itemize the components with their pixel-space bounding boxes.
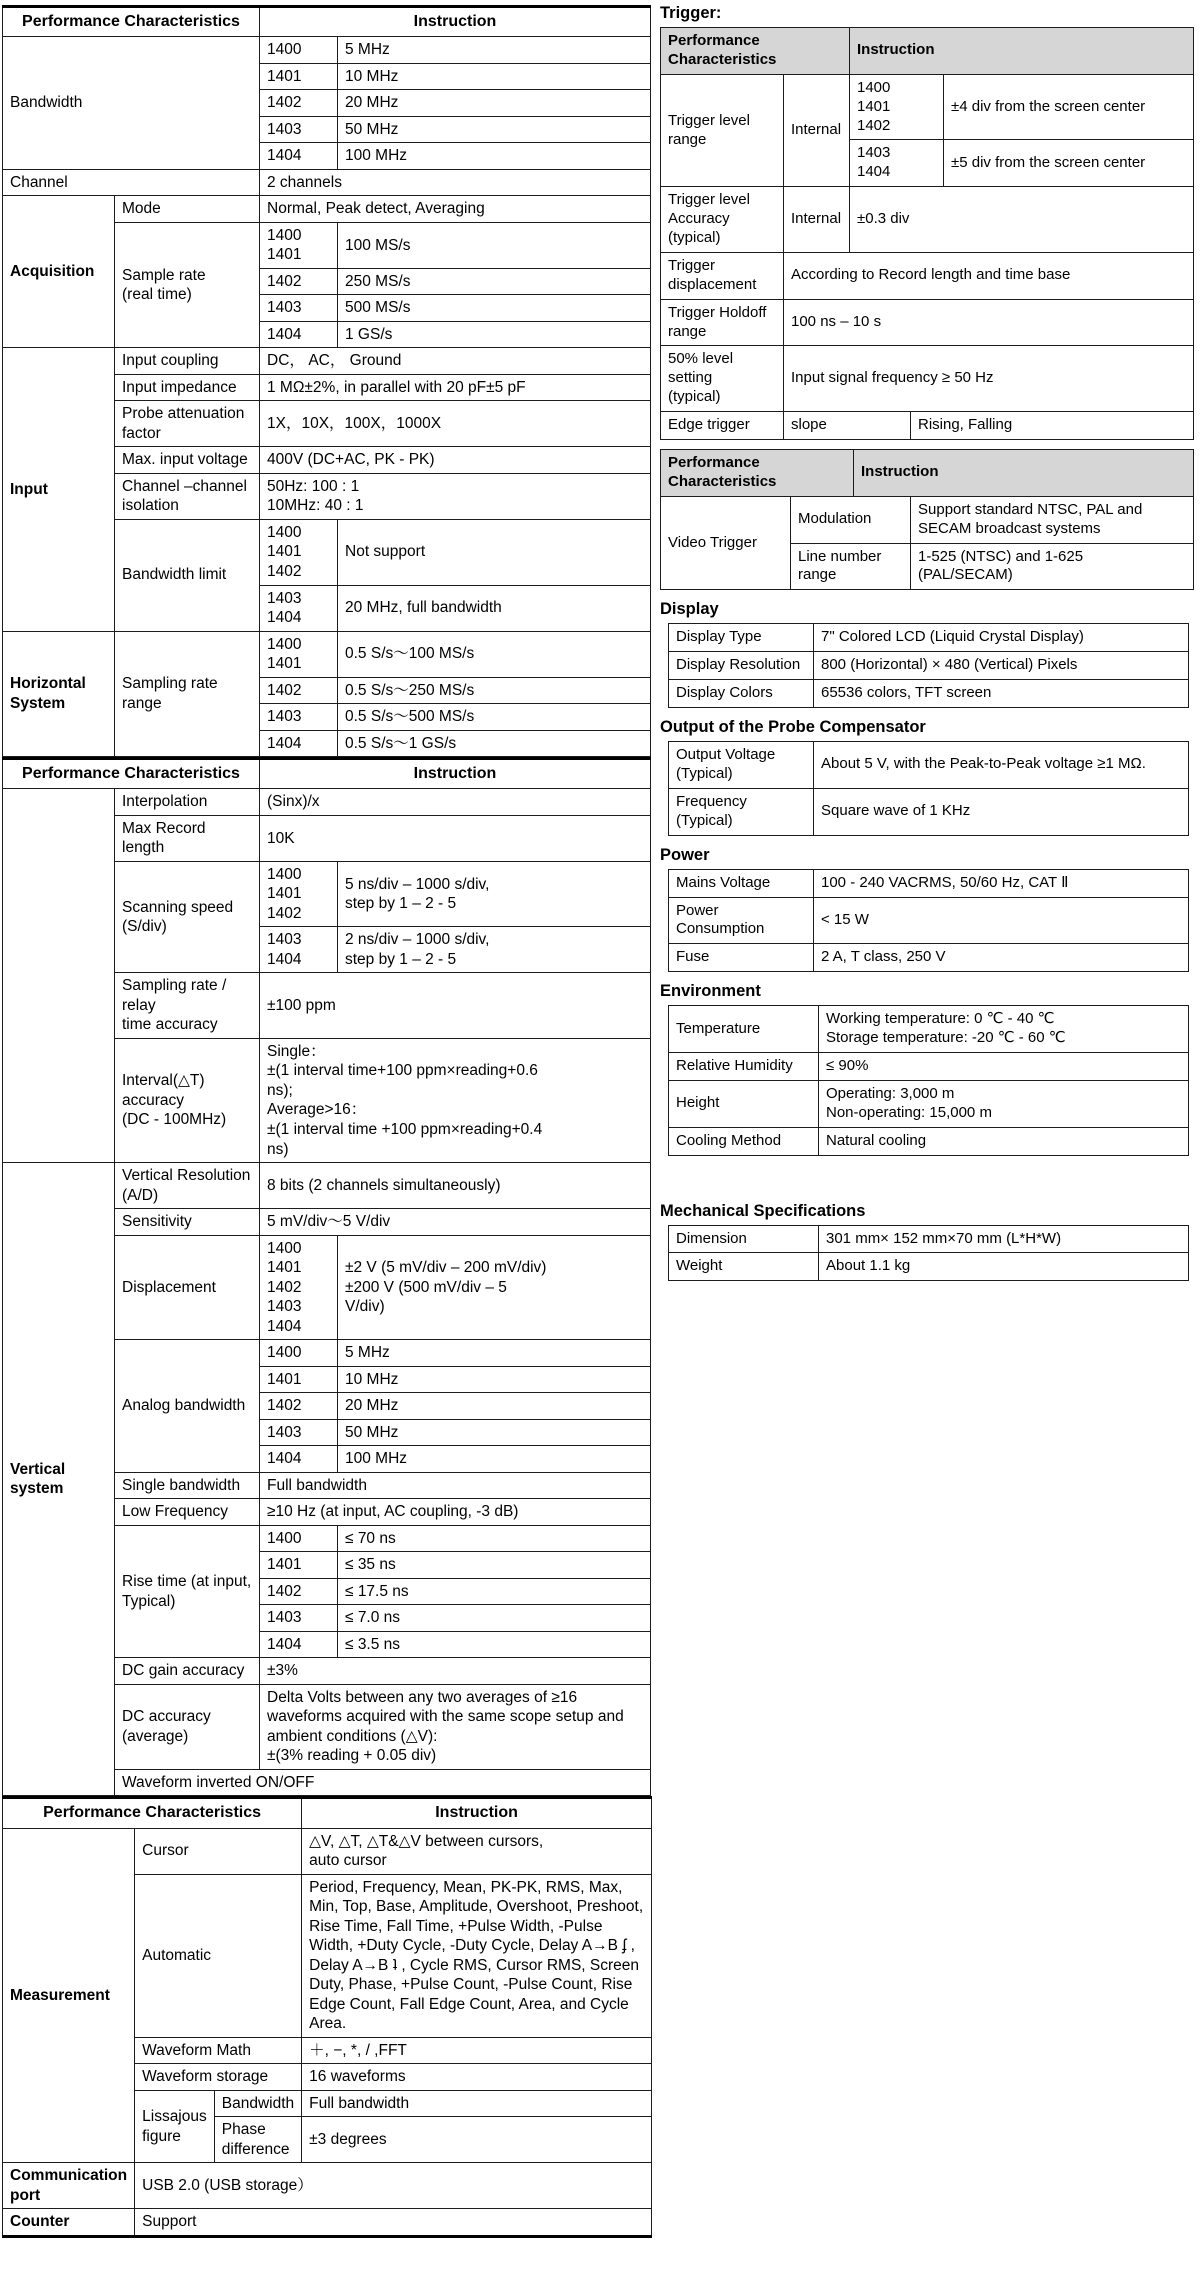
table-row xyxy=(661,346,1194,412)
table-cell: Support standard NTSC, PAL and SECAM broadcast systems xyxy=(911,496,1194,543)
table-cell: Vertical system xyxy=(3,1163,115,1796)
table-cell: 65536 colors, TFT screen xyxy=(814,680,1189,708)
power-table xyxy=(668,869,1189,973)
environment-table xyxy=(668,1005,1189,1155)
table-row xyxy=(3,631,651,677)
table-cell: Natural cooling xyxy=(819,1127,1189,1155)
table-cell: 2 channels xyxy=(260,169,651,196)
table-cell: 20 MHz xyxy=(338,1393,651,1420)
environment-heading: Environment xyxy=(660,982,761,1001)
table-cell: Performance Characteristics xyxy=(3,1798,302,1828)
table-cell: 1402 xyxy=(260,1393,338,1420)
table-row xyxy=(661,28,1194,75)
table-row xyxy=(661,412,1194,440)
table-cell: 1401 xyxy=(260,1552,338,1579)
table-cell: Horizontal System xyxy=(3,631,115,757)
table-cell: Max Record length xyxy=(115,815,260,861)
table-cell: Sampling rate range xyxy=(115,631,260,757)
table-cell: Performance Characteristics xyxy=(661,450,854,497)
table-cell: ±4 div from the screen center xyxy=(944,74,1194,140)
table-cell: Acquisition xyxy=(3,196,115,348)
table-cell: Counter xyxy=(3,2209,135,2237)
table-cell: Instruction xyxy=(854,450,1194,497)
right-column xyxy=(652,0,1200,2288)
power-heading: Power xyxy=(660,845,710,864)
table-cell: Input impedance xyxy=(115,374,260,401)
table-cell: Period, Frequency, Mean, PK-PK, RMS, Max, Min, Top, Base, Amplitude, Overshoot, Preshoot, Rise Time, Fall Time, +Pulse Width, -Pulse Width, +Duty Cycle, -Duty Cycle, Delay A→B ʄ , Delay A→B ʇ , Cycle RMS, Cursor RMS, Screen Duty, Phase, +Pulse Count, -Pulse Count, Rise Edge Count, Fall Edge Count, Area, and Cycle Area. xyxy=(302,1874,652,2037)
table-row xyxy=(661,187,1194,253)
table-cell: Instruction xyxy=(850,28,1194,75)
table-cell: Trigger displacement xyxy=(661,252,784,299)
table-row xyxy=(669,1253,1189,1281)
general-spec-table-wrap xyxy=(2,5,652,757)
trigger-table-wrap xyxy=(660,27,1200,440)
table-cell: Performance Characteristics xyxy=(3,759,260,789)
mechanical-table-wrap xyxy=(668,1225,1200,1282)
table-cell: DC accuracy (average) xyxy=(115,1684,260,1769)
table-cell: Fuse xyxy=(669,944,814,972)
table-cell: 1400 1401 xyxy=(260,631,338,677)
table-cell: Input coupling xyxy=(115,348,260,375)
table-cell: According to Record length and time base xyxy=(784,252,1194,299)
table-cell: ＋, −, *, / ,FFT xyxy=(302,2037,652,2064)
table-cell: Cursor xyxy=(135,1828,302,1874)
table-cell: 1400 1401 xyxy=(260,222,338,268)
table-cell: Full bandwidth xyxy=(260,1472,651,1499)
table-cell: ±100 ppm xyxy=(260,973,651,1039)
table-cell: Rise time (at input, Typical) xyxy=(115,1525,260,1658)
table-cell: 1400 1401 1402 xyxy=(850,74,944,140)
table-cell: ≤ 90% xyxy=(819,1052,1189,1080)
table-row xyxy=(3,1163,651,1209)
table-row xyxy=(669,624,1189,652)
table-cell: Normal, Peak detect, Averaging xyxy=(260,196,651,223)
table-cell: Trigger Holdoff range xyxy=(661,299,784,346)
table-cell: 1403 xyxy=(260,1605,338,1632)
table-cell: 1400 xyxy=(260,1525,338,1552)
table-cell: 2 A, T class, 250 V xyxy=(814,944,1189,972)
table-cell: Bandwidth limit xyxy=(115,519,260,631)
table-cell: Sensitivity xyxy=(115,1209,260,1236)
table-cell: ±3 degrees xyxy=(302,2117,652,2163)
table-cell: Cooling Method xyxy=(669,1127,819,1155)
table-row xyxy=(3,37,651,64)
table-cell: Waveform inverted ON/OFF xyxy=(115,1769,651,1796)
table-cell: Power Consumption xyxy=(669,897,814,944)
table-cell: 1401 xyxy=(260,63,338,90)
table-cell: 1403 xyxy=(260,116,338,143)
table-cell: Dimension xyxy=(669,1225,819,1253)
table-cell: 1 MΩ±2%, in parallel with 20 pF±5 pF xyxy=(260,374,651,401)
table-cell: ±2 V (5 mV/div – 200 mV/div) ±200 V (500 mV/div – 5 V/div) xyxy=(338,1235,651,1340)
mechanical-specs-heading: Mechanical Specifications xyxy=(660,1201,866,1220)
environment-table-wrap xyxy=(668,1005,1200,1155)
table-cell: 1400 1401 1402 xyxy=(260,861,338,927)
table-cell: Modulation xyxy=(791,496,911,543)
table-cell: Displacement xyxy=(115,1235,260,1340)
table-cell: Measurement xyxy=(3,1828,135,2163)
table-cell: Working temperature: 0 ℃ - 40 ℃ Storage temperature: -20 ℃ - 60 ℃ xyxy=(819,1006,1189,1053)
table-cell: Mode xyxy=(115,196,260,223)
power-table-wrap xyxy=(668,869,1200,973)
table-cell: 50 MHz xyxy=(338,1419,651,1446)
measurement-table-wrap xyxy=(2,1796,652,2237)
measurement-table xyxy=(2,1796,652,2237)
table-row xyxy=(3,196,651,223)
table-cell: Automatic xyxy=(135,1874,302,2037)
table-cell: 1404 xyxy=(260,143,338,170)
table-cell: Display Type xyxy=(669,624,814,652)
table-cell: Vertical Resolution (A/D) xyxy=(115,1163,260,1209)
table-cell: Max. input voltage xyxy=(115,447,260,474)
table-row xyxy=(3,348,651,375)
table-cell: 1403 xyxy=(260,704,338,731)
table-cell: 1403 1404 xyxy=(260,585,338,631)
table-cell: 0.5 S/s～250 MS/s xyxy=(338,677,651,704)
table-cell: Lissajous figure xyxy=(135,2090,215,2163)
table-cell: Relative Humidity xyxy=(669,1052,819,1080)
table-row xyxy=(3,2163,652,2209)
table-cell: 0.5 S/s～100 MS/s xyxy=(338,631,651,677)
table-cell: 5 MHz xyxy=(338,37,651,64)
table-row xyxy=(3,2209,652,2237)
table-cell: ≤ 3.5 ns xyxy=(338,1631,651,1658)
table-cell: Communication port xyxy=(3,2163,135,2209)
table-row xyxy=(661,299,1194,346)
table-row xyxy=(3,759,651,789)
table-cell: Sample rate (real time) xyxy=(115,222,260,348)
table-cell: Interval(△T) accuracy (DC - 100MHz) xyxy=(115,1038,260,1162)
mechanical-specs-table xyxy=(668,1225,1189,1282)
table-cell: Line number range xyxy=(791,543,911,590)
probe-compensator-table xyxy=(668,741,1189,836)
table-cell: 0.5 S/s～1 GS/s xyxy=(338,730,651,757)
table-cell: △V, △T, △T&△V between cursors, auto cursor xyxy=(302,1828,652,1874)
table-cell: About 1.1 kg xyxy=(819,1253,1189,1281)
table-cell: 301 mm× 152 mm×70 mm (L*H*W) xyxy=(819,1225,1189,1253)
table-row xyxy=(3,1798,652,1828)
table-cell: 20 MHz xyxy=(338,90,651,117)
table-row xyxy=(661,450,1194,497)
table-cell: Bandwidth xyxy=(3,37,260,170)
table-cell: 1404 xyxy=(260,321,338,348)
table-cell: 1403 1404 xyxy=(850,140,944,187)
table-row xyxy=(3,789,651,816)
table-cell: 1403 xyxy=(260,1419,338,1446)
table-cell: Channel xyxy=(3,169,260,196)
horizontal-vertical-table-wrap xyxy=(2,757,652,1796)
table-row xyxy=(669,788,1189,835)
trigger-table xyxy=(660,27,1194,440)
table-cell: 1404 xyxy=(260,1446,338,1473)
table-cell: Edge trigger xyxy=(661,412,784,440)
table-cell: 50 MHz xyxy=(338,116,651,143)
table-cell: (Sinx)/x xyxy=(260,789,651,816)
table-cell: 50% level setting (typical) xyxy=(661,346,784,412)
table-cell: 100 MS/s xyxy=(338,222,651,268)
video-trigger-table xyxy=(660,449,1194,590)
table-cell: Waveform storage xyxy=(135,2064,302,2091)
table-cell: DC gain accuracy xyxy=(115,1658,260,1685)
display-heading: Display xyxy=(660,600,719,619)
table-cell: 20 MHz, full bandwidth xyxy=(338,585,651,631)
table-cell: 100 MHz xyxy=(338,143,651,170)
table-cell: 10 MHz xyxy=(338,63,651,90)
table-cell: 7" Colored LCD (Liquid Crystal Display) xyxy=(814,624,1189,652)
table-cell: 1400 xyxy=(260,1340,338,1367)
table-cell: Instruction xyxy=(260,7,651,37)
table-cell: Phase difference xyxy=(214,2117,301,2163)
table-cell: Internal xyxy=(784,74,850,186)
table-cell: ≤ 35 ns xyxy=(338,1552,651,1579)
table-cell: Sampling rate / relay time accuracy xyxy=(115,973,260,1039)
table-cell: 2 ns/div – 1000 s/div, step by 1 – 2 - 5 xyxy=(338,927,651,973)
table-row xyxy=(669,1052,1189,1080)
table-cell: Interpolation xyxy=(115,789,260,816)
table-cell: 100 - 240 VACRMS, 50/60 Hz, CAT Ⅱ xyxy=(814,869,1189,897)
table-cell: Waveform Math xyxy=(135,2037,302,2064)
table-cell: Scanning speed (S/div) xyxy=(115,861,260,973)
table-cell xyxy=(3,789,115,1163)
table-cell: ≤ 17.5 ns xyxy=(338,1578,651,1605)
table-cell: 1404 xyxy=(260,730,338,757)
table-cell: Performance Characteristics xyxy=(3,7,260,37)
table-cell: 100 MHz xyxy=(338,1446,651,1473)
table-cell: Low Frequency xyxy=(115,1499,260,1526)
table-cell: About 5 V, with the Peak-to-Peak voltage ≥1 MΩ. xyxy=(814,742,1189,789)
table-cell: Video Trigger xyxy=(661,496,791,590)
video-trigger-table-wrap xyxy=(660,449,1200,590)
table-cell: Delta Volts between any two averages of ≥16 waveforms acquired with the same scope setup and ambient conditions (△V): ±(3% reading + 0.05 div) xyxy=(260,1684,651,1769)
table-cell: slope xyxy=(784,412,911,440)
table-cell: 1402 xyxy=(260,677,338,704)
table-cell: Internal xyxy=(784,187,850,253)
table-row xyxy=(669,1225,1189,1253)
table-row xyxy=(3,169,651,196)
table-row xyxy=(669,869,1189,897)
table-cell: Instruction xyxy=(260,759,651,789)
table-cell: Performance Characteristics xyxy=(661,28,850,75)
table-cell: 1402 xyxy=(260,1578,338,1605)
table-cell: Height xyxy=(669,1080,819,1127)
probe-compensator-heading: Output of the Probe Compensator xyxy=(660,718,926,737)
table-row xyxy=(669,897,1189,944)
table-cell: Display Resolution xyxy=(669,652,814,680)
table-cell: Rising, Falling xyxy=(911,412,1194,440)
table-cell: ±3% xyxy=(260,1658,651,1685)
table-cell: 1403 1404 xyxy=(260,927,338,973)
table-cell: 1404 xyxy=(260,1631,338,1658)
table-cell: Trigger level Accuracy (typical) xyxy=(661,187,784,253)
general-characteristics-table xyxy=(2,5,651,757)
table-cell: Weight xyxy=(669,1253,819,1281)
table-cell: Trigger level range xyxy=(661,74,784,186)
table-row xyxy=(669,944,1189,972)
table-cell: < 15 W xyxy=(814,897,1189,944)
table-row xyxy=(669,1080,1189,1127)
probe-table-wrap xyxy=(668,741,1200,836)
table-row xyxy=(3,1828,652,1874)
table-cell: 1402 xyxy=(260,268,338,295)
table-cell: 10 MHz xyxy=(338,1366,651,1393)
table-cell: Operating: 3,000 m Non-operating: 15,000 m xyxy=(819,1080,1189,1127)
table-cell: 16 waveforms xyxy=(302,2064,652,2091)
table-cell: Temperature xyxy=(669,1006,819,1053)
display-table-wrap xyxy=(668,623,1200,708)
table-cell: Output Voltage (Typical) xyxy=(669,742,814,789)
table-cell: 1403 xyxy=(260,295,338,322)
table-cell: 500 MS/s xyxy=(338,295,651,322)
table-cell: 1 GS/s xyxy=(338,321,651,348)
table-row xyxy=(661,252,1194,299)
table-cell: 1400 xyxy=(260,37,338,64)
table-cell: ±0.3 div xyxy=(850,187,1194,253)
table-row xyxy=(661,74,1194,140)
table-cell: ±5 div from the screen center xyxy=(944,140,1194,187)
table-cell: Square wave of 1 KHz xyxy=(814,788,1189,835)
table-cell: Support xyxy=(135,2209,652,2237)
table-row xyxy=(669,680,1189,708)
table-cell: 800 (Horizontal) × 480 (Vertical) Pixels xyxy=(814,652,1189,680)
table-cell: 0.5 S/s～500 MS/s xyxy=(338,704,651,731)
table-cell: 50Hz: 100 : 1 10MHz: 40 : 1 xyxy=(260,473,651,519)
table-cell: Probe attenuation factor xyxy=(115,401,260,447)
table-cell: Display Colors xyxy=(669,680,814,708)
table-row xyxy=(669,742,1189,789)
table-cell: 5 MHz xyxy=(338,1340,651,1367)
table-cell: ≤ 7.0 ns xyxy=(338,1605,651,1632)
table-cell: Instruction xyxy=(302,1798,652,1828)
table-cell: 1401 xyxy=(260,1366,338,1393)
table-cell: 5 mV/div～5 V/div xyxy=(260,1209,651,1236)
table-cell: Full bandwidth xyxy=(302,2090,652,2117)
table-cell: 100 ns – 10 s xyxy=(784,299,1194,346)
display-table xyxy=(668,623,1189,708)
table-cell: Single bandwidth xyxy=(115,1472,260,1499)
table-row xyxy=(3,7,651,37)
table-cell: Analog bandwidth xyxy=(115,1340,260,1473)
table-cell: Not support xyxy=(338,519,651,585)
table-cell: 1X，10X，100X，1000X xyxy=(260,401,651,447)
table-cell: 1402 xyxy=(260,90,338,117)
table-cell: ≥10 Hz (at input, AC coupling, -3 dB) xyxy=(260,1499,651,1526)
table-row xyxy=(661,496,1194,543)
table-cell: 1-525 (NTSC) and 1-625 (PAL/SECAM) xyxy=(911,543,1194,590)
table-cell: 250 MS/s xyxy=(338,268,651,295)
table-cell: Frequency (Typical) xyxy=(669,788,814,835)
table-cell: 1400 1401 1402 xyxy=(260,519,338,585)
table-cell: 1400 1401 1402 1403 1404 xyxy=(260,1235,338,1340)
table-cell: 5 ns/div – 1000 s/div, step by 1 – 2 - 5 xyxy=(338,861,651,927)
table-cell: USB 2.0 (USB storage） xyxy=(135,2163,652,2209)
table-cell: 8 bits (2 channels simultaneously) xyxy=(260,1163,651,1209)
table-cell: Mains Voltage xyxy=(669,869,814,897)
horizontal-vertical-table xyxy=(2,757,651,1796)
table-cell: 10K xyxy=(260,815,651,861)
table-cell: Single： ±(1 interval time+100 ppm×reading+0.6 ns); Average>16： ±(1 interval time +100 ppm×reading+0.4 ns) xyxy=(260,1038,651,1162)
trigger-heading: Trigger: xyxy=(660,4,722,22)
table-cell: DC， AC， Ground xyxy=(260,348,651,375)
table-cell: Input xyxy=(3,348,115,631)
table-cell: 400V (DC+AC, PK - PK) xyxy=(260,447,651,474)
table-row xyxy=(669,652,1189,680)
table-cell: Bandwidth xyxy=(214,2090,301,2117)
table-cell: Input signal frequency ≥ 50 Hz xyxy=(784,346,1194,412)
table-cell: ≤ 70 ns xyxy=(338,1525,651,1552)
table-row xyxy=(669,1127,1189,1155)
table-cell: Channel –channel isolation xyxy=(115,473,260,519)
table-row xyxy=(669,1006,1189,1053)
